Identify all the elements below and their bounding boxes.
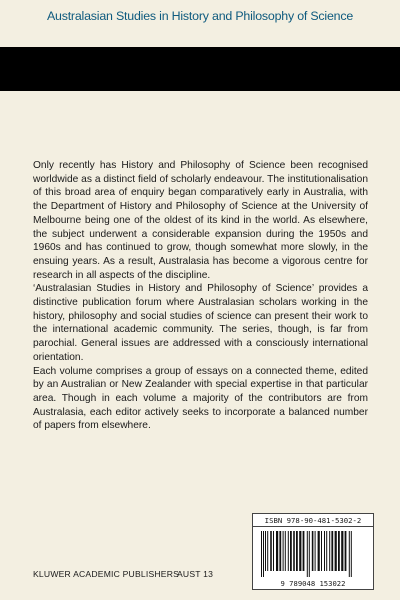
isbn-barcode-box: [252, 513, 374, 590]
barcode-bar: [273, 531, 274, 571]
series-title: Australasian Studies in History and Philosophy of Science: [46, 9, 354, 23]
barcode-bar: [283, 531, 284, 571]
barcode-bar: [315, 531, 316, 571]
barcode-bar: [285, 531, 286, 571]
barcode-bar: [341, 531, 343, 571]
barcode-bar: [351, 531, 352, 577]
barcode-bar: [345, 531, 347, 571]
barcode-bar: [296, 531, 298, 571]
barcode-bar: [338, 531, 340, 571]
barcode-number: 9 789048 153022: [280, 579, 346, 588]
black-band: [0, 47, 400, 91]
barcode-bar: [279, 531, 281, 571]
publisher-name: KLUWER ACADEMIC PUBLISHERS: [33, 569, 180, 579]
barcode-bar: [349, 531, 350, 577]
barcode-bar: [309, 531, 310, 577]
series-code: AUST 13: [177, 569, 214, 579]
barcode-bar: [335, 531, 337, 571]
barcode-bar: [324, 531, 325, 571]
paragraph-3: Each volume comprises a group of essays on a connected theme, edited by an Australian or New Zealander with special expertise in that particular area. Though in each volume a majority of the contributors are from Australasia, each editor actively seeks to incorporate a balanced number of papers from elsewhere.: [33, 365, 368, 432]
isbn-label: ISBN 978-90-481-5302-2: [253, 514, 373, 527]
barcode-bar: [288, 531, 289, 571]
barcode-image: [259, 531, 367, 577]
barcode-bar: [307, 531, 308, 577]
barcode-bar: [293, 531, 295, 571]
barcode-bar: [270, 531, 272, 571]
barcode-bar: [267, 531, 268, 571]
barcode-bar: [326, 531, 327, 571]
barcode-bar: [299, 531, 301, 571]
barcode-bar: [261, 531, 262, 577]
paragraph-1: Only recently has History and Philosophy of Science been recognised worldwide as a distinct field of scholarly endeavour. The institutionalisation of this broad area of enquiry began comparatively early in Australia, with the Department of History and Philosophy of Science at the University of Melbourne being one of the oldest of its kind in the world. As elsewhere, the subject underwent a considerable expansion during the 1950s and 1960s and has continued to grow, though somewhat more slowly, in the ensuing years. As a result, Australasia has become a vigorous centre for research in all aspects of the discipline.: [33, 160, 368, 281]
barcode-bar: [265, 531, 266, 571]
barcode-bar: [312, 531, 314, 571]
barcode-bar: [290, 531, 292, 571]
barcode-bar: [276, 531, 278, 571]
barcode-bar: [329, 531, 330, 571]
paragraph-2: ‘Australasian Studies in History and Philosophy of Science’ provides a distinctive publication forum where Australasian scholars working in the history, philosophy and social studies of science can present their work to the international academic community. The series, though, is far from parochial. General issues are addressed with a consciously international orientation.: [33, 283, 368, 363]
barcode-bar: [318, 531, 320, 571]
barcode-bar: [321, 531, 322, 571]
barcode-bar: [263, 531, 264, 577]
back-cover-description: [33, 159, 368, 433]
barcode-area: [253, 527, 373, 589]
barcode-bar: [303, 531, 305, 571]
barcode-bar: [331, 531, 333, 571]
